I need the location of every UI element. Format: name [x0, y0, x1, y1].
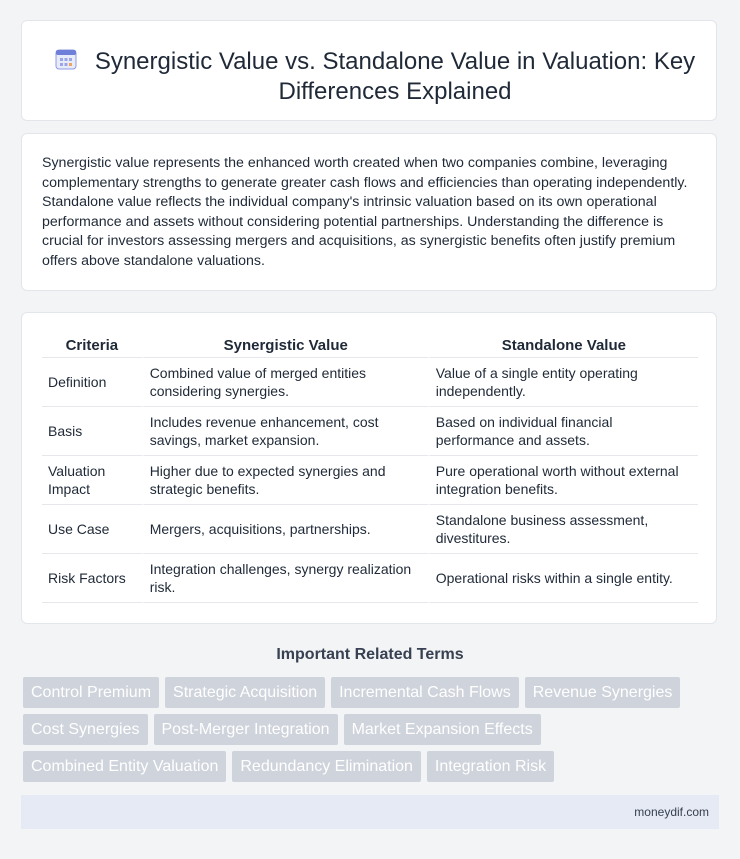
comparison-card [21, 312, 717, 624]
title-card [21, 20, 717, 121]
table-row [42, 456, 698, 505]
row-criteria-cell: Risk Factors [42, 554, 142, 603]
footer-source[interactable]: moneydif.com [634, 805, 709, 819]
row-standalone-cell: Operational risks within a single entity. [428, 554, 698, 603]
table-row [42, 407, 698, 456]
tag-combined-entity-valuation[interactable]: Combined Entity Valuation [23, 751, 226, 782]
row-synergistic-cell: Integration challenges, synergy realization risk. [142, 554, 428, 603]
column-header-criteria: Criteria [42, 333, 142, 358]
row-synergistic-cell: Mergers, acquisitions, partnerships. [142, 505, 428, 554]
tag-row [23, 677, 703, 708]
column-header-standalone-value: Standalone Value [428, 333, 698, 358]
table-row [42, 358, 698, 407]
page-title: Synergistic Value vs. Standalone Value in Valuation: Key Differences Explained [94, 48, 696, 105]
table-row [42, 505, 698, 554]
footer [21, 795, 719, 829]
tag-incremental-cash-flows[interactable]: Incremental Cash Flows [331, 677, 519, 708]
comparison-table [42, 333, 698, 603]
table-header-row [42, 333, 698, 358]
row-synergistic-cell: Combined value of merged entities considering synergies. [142, 358, 428, 407]
row-standalone-cell: Pure operational worth without external integration benefits. [428, 456, 698, 505]
related-terms-list [23, 677, 703, 788]
row-synergistic-cell: Includes revenue enhancement, cost savings, market expansion. [142, 407, 428, 456]
row-standalone-cell: Value of a single entity operating independently. [428, 358, 698, 407]
row-criteria-cell: Basis [42, 407, 142, 456]
tag-post-merger-integration[interactable]: Post-Merger Integration [154, 714, 338, 745]
tag-redundancy-elimination[interactable]: Redundancy Elimination [232, 751, 421, 782]
calendar-icon [54, 47, 78, 71]
row-standalone-cell: Standalone business assessment, divestitures. [428, 505, 698, 554]
related-terms-heading: Important Related Terms [276, 646, 464, 663]
intro-paragraph: Synergistic value represents the enhanced worth created when two companies combine, leveraging complementary strengths to generate greater cash flows and efficiencies than operating independently. Standalone value reflects the individual company's intrinsic valuation based on its own operational performance and assets without considering potential partnerships. Understanding the difference is crucial for investors assessing mergers and acquisitions, as synergistic benefits often justify premium offers above standalone valuations. [42, 155, 688, 269]
table-row [42, 554, 698, 603]
row-criteria-cell: Valuation Impact [42, 456, 142, 505]
tag-integration-risk[interactable]: Integration Risk [427, 751, 554, 782]
tag-control-premium[interactable]: Control Premium [23, 677, 159, 708]
intro-card [21, 133, 717, 291]
column-header-synergistic-value: Synergistic Value [142, 333, 428, 358]
tag-row [23, 714, 703, 745]
row-criteria-cell: Definition [42, 358, 142, 407]
tag-market-expansion-effects[interactable]: Market Expansion Effects [344, 714, 541, 745]
tag-row [23, 751, 703, 782]
row-standalone-cell: Based on individual financial performance and assets. [428, 407, 698, 456]
tag-revenue-synergies[interactable]: Revenue Synergies [525, 677, 681, 708]
row-criteria-cell: Use Case [42, 505, 142, 554]
row-synergistic-cell: Higher due to expected synergies and strategic benefits. [142, 456, 428, 505]
tag-strategic-acquisition[interactable]: Strategic Acquisition [165, 677, 325, 708]
tag-cost-synergies[interactable]: Cost Synergies [23, 714, 148, 745]
